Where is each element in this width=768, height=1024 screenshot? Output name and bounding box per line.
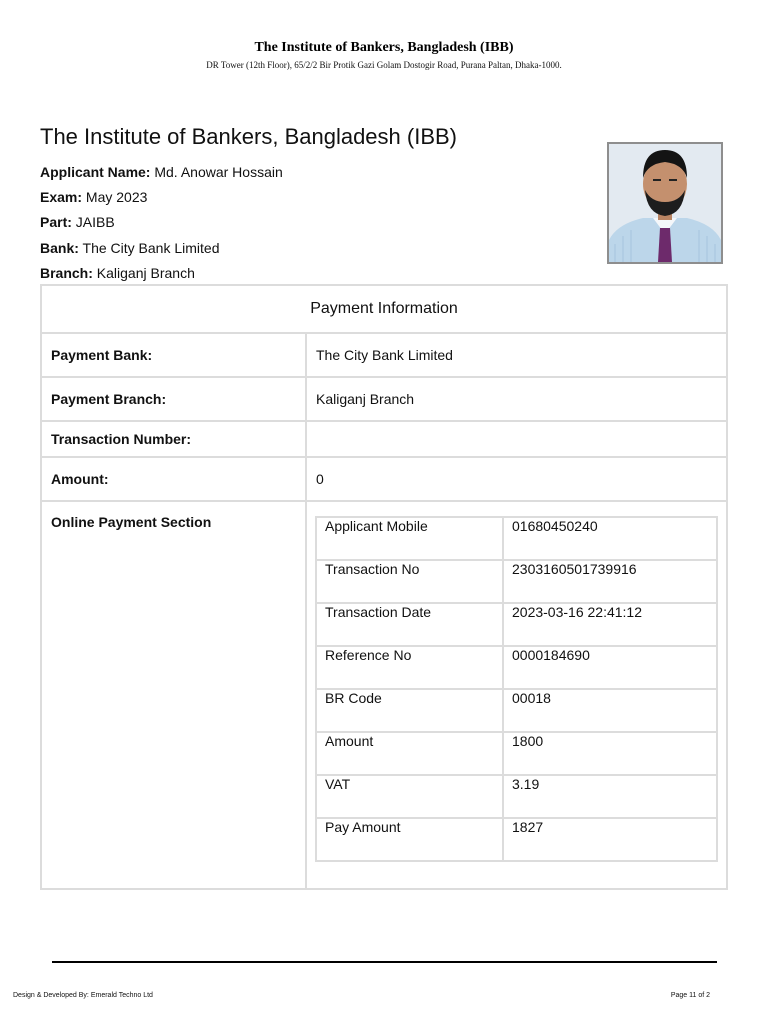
br-code-value: 00018 <box>503 689 717 732</box>
applicant-mobile-label: Applicant Mobile <box>316 517 503 560</box>
pay-amount-value: 1827 <box>503 818 717 861</box>
applicant-name-label: Applicant Name: <box>40 164 151 180</box>
transaction-no-label: Transaction No <box>316 560 503 603</box>
part-value: JAIBB <box>75 214 115 231</box>
applicant-name-line <box>40 160 283 185</box>
online-amount-value: 1800 <box>503 732 717 775</box>
page-title: The Institute of Bankers, Bangladesh (IBB) <box>40 124 458 149</box>
list-item <box>316 517 717 560</box>
list-item <box>316 732 717 775</box>
list-item <box>316 560 717 603</box>
amount-value: 0 <box>306 457 727 501</box>
reference-no-value: 0000184690 <box>503 646 717 689</box>
footer-divider <box>52 961 717 963</box>
transaction-date-value: 2023-03-16 22:41:12 <box>503 603 717 646</box>
applicant-info <box>40 160 283 286</box>
payment-branch-label: Payment Branch: <box>41 377 306 421</box>
transaction-number-value <box>306 421 727 457</box>
bank-line <box>40 236 283 261</box>
header-address: DR Tower (12th Floor), 65/2/2 Bir Protik Gazi Golam Dostogir Road, Purana Paltan, Dhaka-1000. <box>206 60 562 70</box>
exam-label: Exam: <box>40 189 83 206</box>
list-item <box>316 818 717 861</box>
part-line <box>40 210 283 235</box>
list-item <box>316 775 717 818</box>
online-payment-section-label: Online Payment Section <box>41 501 306 889</box>
branch-value: Kaliganj Branch <box>96 264 195 281</box>
branch-line <box>40 261 283 286</box>
transaction-number-label: Transaction Number: <box>41 421 306 457</box>
exam-value: May 2023 <box>85 189 148 206</box>
table-row <box>41 333 727 377</box>
branch-label: Branch: <box>40 264 93 281</box>
applicant-photo <box>607 142 723 264</box>
online-amount-label: Amount <box>316 732 503 775</box>
transaction-no-value: 2303160501739916 <box>503 560 717 603</box>
payment-information-table <box>40 284 728 890</box>
br-code-label: BR Code <box>316 689 503 732</box>
part-label: Part: <box>40 214 72 231</box>
online-payment-section-cell <box>306 501 727 889</box>
header-org-name: The Institute of Bankers, Bangladesh (IBB) <box>254 40 514 55</box>
payment-bank-label: Payment Bank: <box>41 333 306 377</box>
table-row <box>41 377 727 421</box>
vat-value: 3.19 <box>503 775 717 818</box>
payment-branch-value: Kaliganj Branch <box>306 377 727 421</box>
pay-amount-label: Pay Amount <box>316 818 503 861</box>
amount-label: Amount: <box>41 457 306 501</box>
online-payment-table <box>315 516 718 862</box>
table-row <box>41 501 727 889</box>
exam-line <box>40 185 283 210</box>
footer-credit: Design & Developed By: Emerald Techno Ltd <box>13 992 153 999</box>
transaction-date-label: Transaction Date <box>316 603 503 646</box>
document-header <box>0 40 768 70</box>
list-item <box>316 646 717 689</box>
applicant-name-value: Md. Anowar Hossain <box>154 164 283 180</box>
page-number: Page 11 of 2 <box>670 992 710 999</box>
table-row <box>41 457 727 501</box>
vat-label: VAT <box>316 775 503 818</box>
bank-value: The City Bank Limited <box>82 239 220 256</box>
payment-bank-value: The City Bank Limited <box>306 333 727 377</box>
bank-label: Bank: <box>40 239 79 256</box>
list-item <box>316 689 717 732</box>
payment-information-heading: Payment Information <box>41 285 727 333</box>
list-item <box>316 603 717 646</box>
applicant-portrait-image <box>609 144 721 262</box>
applicant-mobile-value: 01680450240 <box>503 517 717 560</box>
table-row <box>41 421 727 457</box>
reference-no-label: Reference No <box>316 646 503 689</box>
